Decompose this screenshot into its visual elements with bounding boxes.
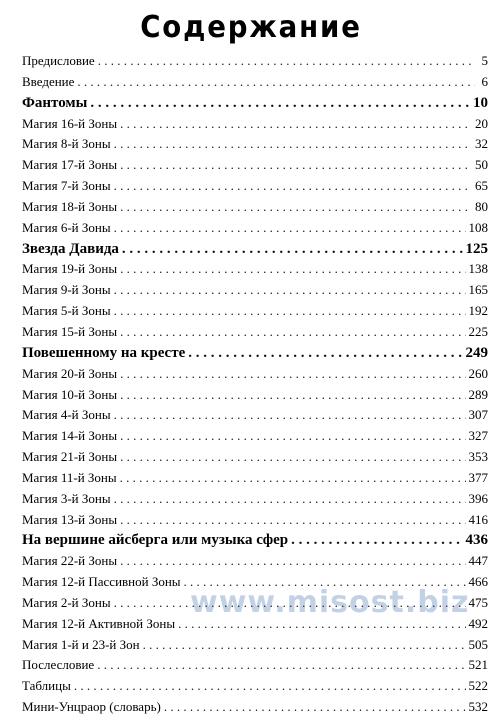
toc-entry-page: 353 xyxy=(468,449,488,465)
dot-leader xyxy=(120,426,465,447)
toc-entry-row xyxy=(22,134,488,155)
dot-leader xyxy=(143,635,466,656)
toc-entry-label: Магия 2-й Зоны xyxy=(22,594,111,610)
toc-entry-label: Магия 15-й Зоны xyxy=(22,323,118,339)
toc-entry-label: Звезда Давида xyxy=(22,240,119,257)
toc-entry-page: 249 xyxy=(465,344,488,361)
toc-entry-row xyxy=(22,364,488,385)
toc-entry-row xyxy=(22,697,488,718)
toc-entry-row xyxy=(22,489,488,510)
toc-entry-label: Магия 16-й Зоны xyxy=(22,115,118,131)
toc-entry-page: 475 xyxy=(468,594,488,610)
dot-leader xyxy=(120,364,465,385)
toc-entry-label: Магия 18-й Зоны xyxy=(22,198,118,214)
toc-entry-page: 225 xyxy=(468,323,488,339)
toc-entry-label: Магия 6-й Зоны xyxy=(22,219,111,235)
toc-entry-page: 6 xyxy=(481,73,488,89)
toc-entry-label: Магия 20-й Зоны xyxy=(22,365,118,381)
toc-entry-label: Магия 10-й Зоны xyxy=(22,386,118,402)
dot-leader xyxy=(114,218,466,239)
toc-entry-page: 447 xyxy=(468,553,488,569)
toc-entry-row xyxy=(22,614,488,635)
toc-chapter-row xyxy=(22,530,488,551)
toc-entry-label: Послесловие xyxy=(22,657,95,673)
toc-entry-row xyxy=(22,176,488,197)
dot-leader xyxy=(114,405,466,426)
toc-entry-label: Мини-Унцраор (словарь) xyxy=(22,699,161,715)
dot-leader xyxy=(120,259,465,280)
toc-entry-row xyxy=(22,405,488,426)
toc-entry-row xyxy=(22,385,488,406)
toc-entry-row xyxy=(22,114,488,135)
toc-entry-row xyxy=(22,426,488,447)
dot-leader xyxy=(188,343,462,364)
dot-leader xyxy=(178,614,465,635)
toc-entry-label: Магия 3-й Зоны xyxy=(22,490,111,506)
toc-entry-label: Магия 8-й Зоны xyxy=(22,136,111,152)
toc-entry-page: 466 xyxy=(468,574,488,590)
toc-entry-row xyxy=(22,447,488,468)
toc-entry-page: 307 xyxy=(468,407,488,423)
toc-entry-label: Повешенному на кресте xyxy=(22,344,186,361)
toc-entry-row xyxy=(22,259,488,280)
toc-entry-row xyxy=(22,155,488,176)
dot-leader xyxy=(184,572,466,593)
toc-entry-row xyxy=(22,72,488,93)
toc-entry-row xyxy=(22,593,488,614)
dot-leader xyxy=(122,239,463,260)
dot-leader xyxy=(120,197,472,218)
dot-leader xyxy=(114,134,472,155)
toc-entry-row xyxy=(22,676,488,697)
toc-entry-page: 20 xyxy=(475,115,488,131)
dot-leader xyxy=(114,489,466,510)
toc-entry-row xyxy=(22,280,488,301)
toc-entry-page: 5 xyxy=(481,53,488,68)
toc-entry-row xyxy=(22,51,488,72)
dot-leader xyxy=(120,114,472,135)
toc-entry-row xyxy=(22,510,488,531)
toc-entry-label: Таблицы xyxy=(22,678,71,694)
toc-entry-page: 192 xyxy=(468,303,488,319)
dot-leader xyxy=(291,530,462,551)
dot-leader xyxy=(120,155,472,176)
toc-entry-row xyxy=(22,218,488,239)
watermark: www.misost.biz xyxy=(190,585,470,620)
dot-leader xyxy=(114,301,466,322)
toc-entry-page: 436 xyxy=(465,532,488,549)
toc-entry-page: 125 xyxy=(465,240,488,257)
toc-entry-label: Магия 19-й Зоны xyxy=(22,261,118,277)
toc-entry-label: Магия 11-й Зоны xyxy=(22,469,117,485)
dot-leader xyxy=(120,385,465,406)
dot-leader xyxy=(164,697,466,718)
page-title: Содержание xyxy=(140,10,362,45)
toc-entry-page: 65 xyxy=(475,178,488,194)
toc-entry-page: 327 xyxy=(468,428,488,444)
dot-leader xyxy=(120,551,465,572)
dot-leader xyxy=(120,510,465,531)
toc-entry-label: Предисловие xyxy=(22,53,95,68)
toc-entry-label: Магия 9-й Зоны xyxy=(22,282,111,298)
toc-entry-page: 521 xyxy=(468,657,488,673)
toc-entry-page: 80 xyxy=(475,198,488,214)
toc-entry-label: Введение xyxy=(22,73,75,89)
toc-entry-row xyxy=(22,572,488,593)
dot-leader xyxy=(98,51,475,72)
toc-entry-label: Магия 4-й Зоны xyxy=(22,407,111,423)
table-of-contents xyxy=(22,51,488,718)
dot-leader xyxy=(74,676,466,697)
dot-leader xyxy=(120,322,465,343)
dot-leader xyxy=(77,72,475,93)
toc-chapter-row xyxy=(22,93,488,114)
dot-leader xyxy=(120,468,466,489)
toc-chapter-row xyxy=(22,239,488,260)
toc-entry-page: 165 xyxy=(468,282,488,298)
toc-entry-label: Магия 17-й Зоны xyxy=(22,157,118,173)
dot-leader xyxy=(114,176,472,197)
toc-entry-label: Магия 14-й Зоны xyxy=(22,428,118,444)
toc-entry-label: Магия 7-й Зоны xyxy=(22,178,111,194)
toc-entry-label: Магия 21-й Зоны xyxy=(22,449,118,465)
toc-entry-label: Магия 5-й Зоны xyxy=(22,303,111,319)
dot-leader xyxy=(114,593,466,614)
toc-entry-row xyxy=(22,655,488,676)
toc-entry-label: Фантомы xyxy=(22,94,88,111)
toc-entry-page: 260 xyxy=(468,365,488,381)
toc-entry-page: 138 xyxy=(468,261,488,277)
toc-entry-page: 108 xyxy=(468,219,488,235)
toc-entry-page: 32 xyxy=(475,136,488,152)
dot-leader xyxy=(114,280,466,301)
toc-entry-label: На вершине айсберга или музыка сфер xyxy=(22,532,289,549)
dot-leader xyxy=(90,93,470,114)
toc-entry-label: Магия 22-й Зоны xyxy=(22,553,118,569)
toc-entry-label: Магия 12-й Пассивной Зоны xyxy=(22,574,181,590)
toc-chapter-row xyxy=(22,343,488,364)
toc-entry-page: 377 xyxy=(468,469,488,485)
toc-entry-page: 532 xyxy=(468,699,488,715)
toc-entry-label: Магия 12-й Активной Зоны xyxy=(22,615,176,631)
toc-entry-row xyxy=(22,301,488,322)
toc-entry-page: 416 xyxy=(468,511,488,527)
toc-entry-label: Магия 1-й и 23-й Зон xyxy=(22,636,140,652)
toc-entry-label: Магия 13-й Зоны xyxy=(22,511,118,527)
toc-entry-row xyxy=(22,197,488,218)
toc-entry-page: 50 xyxy=(475,157,488,173)
toc-entry-page: 505 xyxy=(468,636,488,652)
toc-entry-page: 492 xyxy=(468,615,488,631)
toc-entry-page: 522 xyxy=(468,678,488,694)
toc-entry-page: 289 xyxy=(468,386,488,402)
toc-entry-page: 10 xyxy=(473,94,488,111)
toc-entry-row xyxy=(22,635,488,656)
toc-entry-row xyxy=(22,551,488,572)
dot-leader xyxy=(120,447,465,468)
dot-leader xyxy=(97,655,465,676)
toc-entry-row xyxy=(22,322,488,343)
toc-entry-page: 396 xyxy=(468,490,488,506)
toc-entry-row xyxy=(22,468,488,489)
